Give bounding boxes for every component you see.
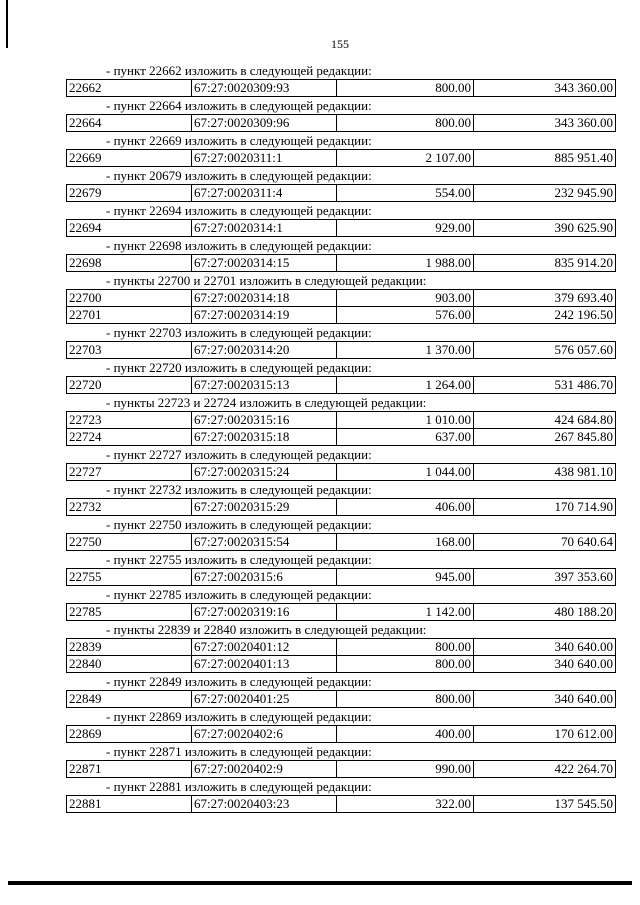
cadastral-number: 67:27:0020314:19: [192, 307, 337, 324]
amendment-instruction: - пункты 22700 и 22701 изложить в следующей редакции:: [106, 273, 427, 288]
record-number: 22840: [67, 656, 192, 673]
cadastral-number: 67:27:0020315:29: [192, 499, 337, 516]
record-table: [66, 568, 616, 586]
cadastral-number: 67:27:0020315:16: [192, 412, 337, 429]
record-number: 22849: [67, 691, 192, 708]
cost-value: 340 640.00: [474, 639, 616, 656]
amendment-instruction: - пункт 22703 изложить в следующей редакции:: [106, 325, 372, 340]
cadastral-number: 67:27:0020309:96: [192, 115, 337, 132]
record-table: [66, 114, 616, 132]
record-table: [66, 149, 616, 167]
table-row: [67, 691, 616, 708]
cadastral-number: 67:27:0020315:13: [192, 377, 337, 394]
cost-value: 422 264.70: [474, 761, 616, 778]
document-body: [66, 62, 616, 813]
record-table: [66, 795, 616, 813]
amendment-instruction: - пункт 22727 изложить в следующей редакции:: [106, 447, 372, 462]
record-number: 22720: [67, 377, 192, 394]
area-value: 800.00: [337, 691, 474, 708]
area-value: 1 988.00: [337, 255, 474, 272]
record-number: 22700: [67, 290, 192, 307]
record-number: 22839: [67, 639, 192, 656]
cost-value: 232 945.90: [474, 185, 616, 202]
cost-value: 242 196.50: [474, 307, 616, 324]
record-number: 22662: [67, 80, 192, 97]
cadastral-number: 67:27:0020403:23: [192, 796, 337, 813]
record-table: [66, 411, 616, 446]
amendment-instruction: - пункт 22871 изложить в следующей редакции:: [106, 744, 372, 759]
record-table: [66, 463, 616, 481]
page-edge-line: [6, 0, 8, 48]
table-row: [67, 307, 616, 324]
bottom-rule: [8, 881, 632, 885]
cadastral-number: 67:27:0020311:1: [192, 150, 337, 167]
area-value: 2 107.00: [337, 150, 474, 167]
table-row: [67, 290, 616, 307]
record-table: [66, 603, 616, 621]
record-number: 22694: [67, 220, 192, 237]
amendment-instruction: - пункт 22664 изложить в следующей редакции:: [106, 98, 372, 113]
cost-value: 480 188.20: [474, 604, 616, 621]
amendment-instruction: - пункт 22869 изложить в следующей редакции:: [106, 709, 372, 724]
cadastral-number: 67:27:0020401:13: [192, 656, 337, 673]
record-table: [66, 725, 616, 743]
table-row: [67, 761, 616, 778]
table-row: [67, 464, 616, 481]
area-value: 800.00: [337, 115, 474, 132]
record-table: [66, 289, 616, 324]
table-row: [67, 115, 616, 132]
amendment-instruction: - пункт 22750 изложить в следующей редакции:: [106, 517, 372, 532]
cost-value: 397 353.60: [474, 569, 616, 586]
cost-value: 379 693.40: [474, 290, 616, 307]
table-row: [67, 342, 616, 359]
amendment-instruction: - пункт 22720 изложить в следующей редакции:: [106, 360, 372, 375]
area-value: 554.00: [337, 185, 474, 202]
record-number: 22881: [67, 796, 192, 813]
record-table: [66, 184, 616, 202]
record-number: 22871: [67, 761, 192, 778]
cadastral-number: 67:27:0020402:6: [192, 726, 337, 743]
record-table: [66, 79, 616, 97]
record-number: 22724: [67, 429, 192, 446]
area-value: 800.00: [337, 639, 474, 656]
amendment-instruction: - пункт 22669 изложить в следующей редакции:: [106, 133, 372, 148]
cadastral-number: 67:27:0020315:54: [192, 534, 337, 551]
record-number: 22755: [67, 569, 192, 586]
area-value: 400.00: [337, 726, 474, 743]
cost-value: 390 625.90: [474, 220, 616, 237]
amendment-instruction: - пункт 22785 изложить в следующей редакции:: [106, 587, 372, 602]
cost-value: 343 360.00: [474, 80, 616, 97]
area-value: 945.00: [337, 569, 474, 586]
area-value: 903.00: [337, 290, 474, 307]
record-number: 22723: [67, 412, 192, 429]
cost-value: 343 360.00: [474, 115, 616, 132]
amendment-instruction: - пункты 22839 и 22840 изложить в следующей редакции:: [106, 622, 427, 637]
table-row: [67, 534, 616, 551]
table-row: [67, 377, 616, 394]
record-number: 22750: [67, 534, 192, 551]
area-value: 576.00: [337, 307, 474, 324]
area-value: 637.00: [337, 429, 474, 446]
table-row: [67, 185, 616, 202]
cost-value: 424 684.80: [474, 412, 616, 429]
page-number: 155: [331, 37, 349, 51]
area-value: 406.00: [337, 499, 474, 516]
record-number: 22703: [67, 342, 192, 359]
cost-value: 531 486.70: [474, 377, 616, 394]
cadastral-number: 67:27:0020319:16: [192, 604, 337, 621]
cadastral-number: 67:27:0020402:9: [192, 761, 337, 778]
amendment-instruction: - пункты 22723 и 22724 изложить в следующей редакции:: [106, 395, 427, 410]
area-value: 1 370.00: [337, 342, 474, 359]
cost-value: 835 914.20: [474, 255, 616, 272]
table-row: [67, 656, 616, 673]
record-number: 22664: [67, 115, 192, 132]
table-row: [67, 429, 616, 446]
cadastral-number: 67:27:0020314:15: [192, 255, 337, 272]
record-table: [66, 219, 616, 237]
cadastral-number: 67:27:0020314:1: [192, 220, 337, 237]
table-row: [67, 569, 616, 586]
record-number: 22669: [67, 150, 192, 167]
amendment-instruction: - пункт 22732 изложить в следующей редакции:: [106, 482, 372, 497]
record-number: 22698: [67, 255, 192, 272]
cost-value: 885 951.40: [474, 150, 616, 167]
record-table: [66, 498, 616, 516]
record-table: [66, 690, 616, 708]
cost-value: 340 640.00: [474, 656, 616, 673]
amendment-instruction: - пункт 22849 изложить в следующей редакции:: [106, 674, 372, 689]
area-value: 1 044.00: [337, 464, 474, 481]
table-row: [67, 796, 616, 813]
record-table: [66, 254, 616, 272]
cadastral-number: 67:27:0020314:18: [192, 290, 337, 307]
cadastral-number: 67:27:0020315:6: [192, 569, 337, 586]
table-row: [67, 726, 616, 743]
record-table: [66, 638, 616, 673]
cost-value: 438 981.10: [474, 464, 616, 481]
cadastral-number: 67:27:0020315:18: [192, 429, 337, 446]
table-row: [67, 220, 616, 237]
cost-value: 340 640.00: [474, 691, 616, 708]
area-value: 1 142.00: [337, 604, 474, 621]
amendment-instruction: - пункт 22694 изложить в следующей редакции:: [106, 203, 372, 218]
table-row: [67, 499, 616, 516]
table-row: [67, 255, 616, 272]
record-number: 22679: [67, 185, 192, 202]
amendment-instruction: - пункт 20679 изложить в следующей редакции:: [106, 168, 372, 183]
cadastral-number: 67:27:0020401:25: [192, 691, 337, 708]
record-number: 22701: [67, 307, 192, 324]
record-number: 22727: [67, 464, 192, 481]
cadastral-number: 67:27:0020311:4: [192, 185, 337, 202]
amendment-instruction: - пункт 22662 изложить в следующей редакции:: [106, 63, 372, 78]
table-row: [67, 639, 616, 656]
area-value: 990.00: [337, 761, 474, 778]
record-table: [66, 760, 616, 778]
area-value: 168.00: [337, 534, 474, 551]
cadastral-number: 67:27:0020309:93: [192, 80, 337, 97]
table-row: [67, 412, 616, 429]
cost-value: 576 057.60: [474, 342, 616, 359]
record-table: [66, 341, 616, 359]
cost-value: 267 845.80: [474, 429, 616, 446]
record-number: 22869: [67, 726, 192, 743]
cadastral-number: 67:27:0020401:12: [192, 639, 337, 656]
amendment-instruction: - пункт 22881 изложить в следующей редакции:: [106, 779, 372, 794]
cadastral-number: 67:27:0020314:20: [192, 342, 337, 359]
record-table: [66, 376, 616, 394]
table-row: [67, 80, 616, 97]
table-row: [67, 604, 616, 621]
record-number: 22732: [67, 499, 192, 516]
record-number: 22785: [67, 604, 192, 621]
cost-value: 70 640.64: [474, 534, 616, 551]
area-value: 929.00: [337, 220, 474, 237]
amendment-instruction: - пункт 22698 изложить в следующей редакции:: [106, 238, 372, 253]
cost-value: 170 714.90: [474, 499, 616, 516]
table-row: [67, 150, 616, 167]
cadastral-number: 67:27:0020315:24: [192, 464, 337, 481]
area-value: 800.00: [337, 80, 474, 97]
area-value: 322.00: [337, 796, 474, 813]
area-value: 1 264.00: [337, 377, 474, 394]
area-value: 1 010.00: [337, 412, 474, 429]
cost-value: 137 545.50: [474, 796, 616, 813]
cost-value: 170 612.00: [474, 726, 616, 743]
amendment-instruction: - пункт 22755 изложить в следующей редакции:: [106, 552, 372, 567]
area-value: 800.00: [337, 656, 474, 673]
record-table: [66, 533, 616, 551]
